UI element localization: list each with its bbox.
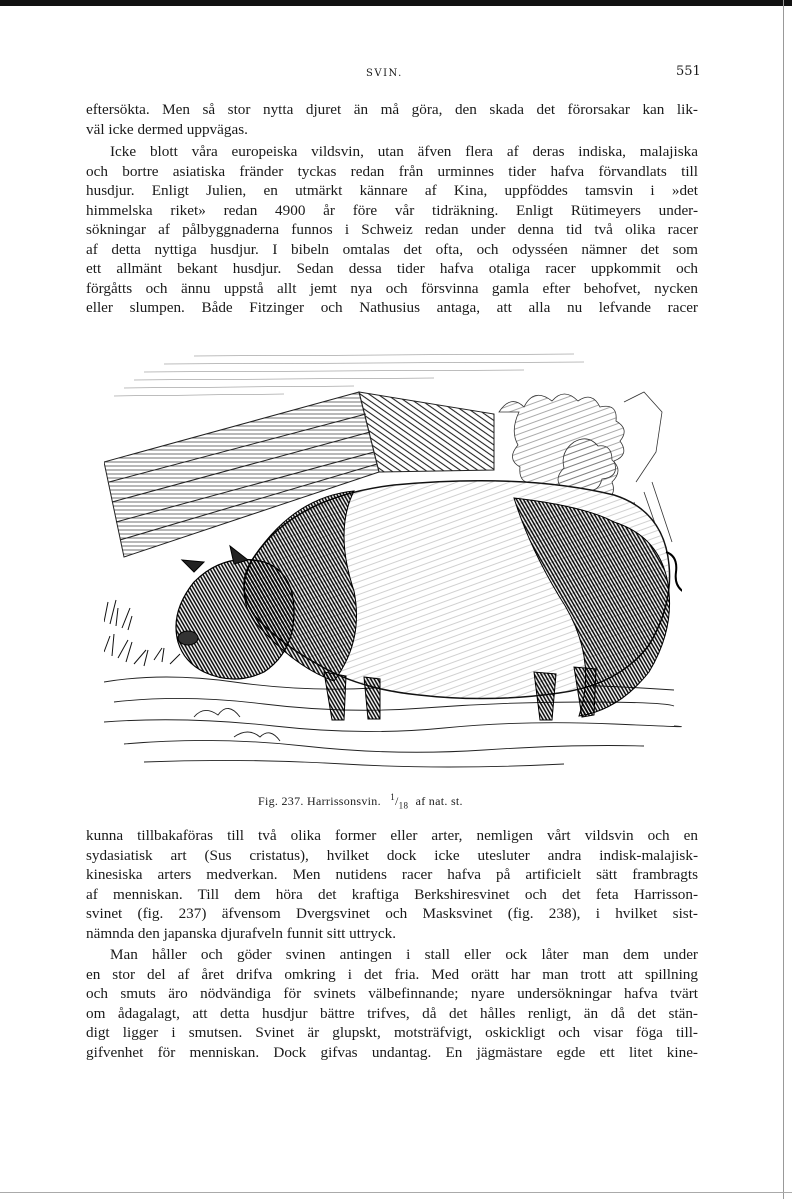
paragraph-4 xyxy=(86,945,698,1062)
text-line: kinesiska arters medverkan. Men nutidens racer hafva på artificielt sätt frambragts xyxy=(86,866,698,883)
bottom-edge xyxy=(0,1192,792,1193)
caption-suffix: af nat. st. xyxy=(415,794,463,808)
text-line: himmelska riket» redan 4900 år före vår tidräkning. Enligt Rütimeyers under- xyxy=(86,201,698,219)
text-line: Icke blott våra europeiska vildsvin, utan äfven flera af deras indiska, malajiska xyxy=(110,143,698,160)
text-line: af menniskan. Till dem höra det kraftiga Berkshiresvinet och det feta Harrisson- xyxy=(86,885,698,903)
paragraph-3 xyxy=(86,826,698,943)
text-line: husdjur. Enligt Julien, en utmärkt kännare af Kina, uppföddes tamsvin i »det xyxy=(86,182,698,199)
text-line: digt ligger i smutsen. Svinet är glupskt, motsträfvigt, oskickligt och visar föga till- xyxy=(86,1024,698,1041)
text-line: väl icke dermed uppvägas. xyxy=(86,120,248,138)
paragraph-1 xyxy=(86,100,698,139)
paragraph-2 xyxy=(86,142,698,318)
text-line: nämnda den japanska djurafveln funnit sitt uttryck. xyxy=(86,924,396,942)
text-line: förgåtts och ännu uppstå allt jemt nya och försvinna gamla efter behofvet, nycken xyxy=(86,279,698,297)
caption-label: Fig. 237. Harrissonsvin. xyxy=(258,794,381,808)
text-line: sökningar af pålbyggnaderna funnos i Schweiz redan under denna tid två olika racer xyxy=(86,221,698,238)
text-line: ett allmänt bekant husdjur. Sedan dessa tider hafva otaliga racer uppkommit och xyxy=(86,260,698,277)
text-line: eller slumpen. Både Fitzinger och Nathusius antaga, att alla nu lefvande racer xyxy=(86,299,698,316)
text-line: om ådagalagt, att detta husdjur bättre trifves, då det hålles renligt, än då det stän- xyxy=(86,1004,698,1022)
top-border xyxy=(0,0,792,6)
scale-numerator: 1 xyxy=(390,792,395,802)
scale-denominator: 18 xyxy=(398,800,409,811)
text-line: sydasiatisk art (Sus cristatus), hvilket dock icke utesluter andra indisk-malajisk- xyxy=(86,846,698,864)
running-head: SVIN. xyxy=(366,68,403,79)
text-line: och bortre asiatiska fränder tyckas redan från urminnes tider hafva förvandlats till xyxy=(86,162,698,180)
page-number: 551 xyxy=(676,64,701,79)
text-line: och smuts äro nödvändiga för svinets välbefinnande; nyare undersökningar hafva tvärt xyxy=(86,985,698,1002)
scale-fraction: $^1/_{18}$ xyxy=(390,792,409,811)
page-edge xyxy=(783,0,784,1199)
text-line: kunna tillbakaföras till två olika former eller arter, nemligen vårt vildsvin och en xyxy=(86,827,698,844)
text-line: svinet (fig. 237) äfvensom Dvergsvinet och Masksvinet (fig. 238), i hvilket sist- xyxy=(86,905,698,922)
figure-caption xyxy=(258,792,463,810)
pig-engraving xyxy=(104,352,682,776)
text-line: af detta nyttiga husdjur. I bibeln omtalas det ofta, och odysséen nämner det som xyxy=(86,240,698,258)
text-line: eftersökta. Men så stor nytta djuret än må göra, den skada det förorsakar kan lik- xyxy=(86,101,698,118)
text-line: en stor del af året drifva omkring i det fria. Med orätt har man trott att spillning xyxy=(86,965,698,983)
text-line: Man håller och göder svinen antingen i stall eller ock låter man dem under xyxy=(110,946,698,963)
text-line: gifvenhet för menniskan. Dock gifvas undantag. En jägmästare egde ett litet kine- xyxy=(86,1043,698,1061)
